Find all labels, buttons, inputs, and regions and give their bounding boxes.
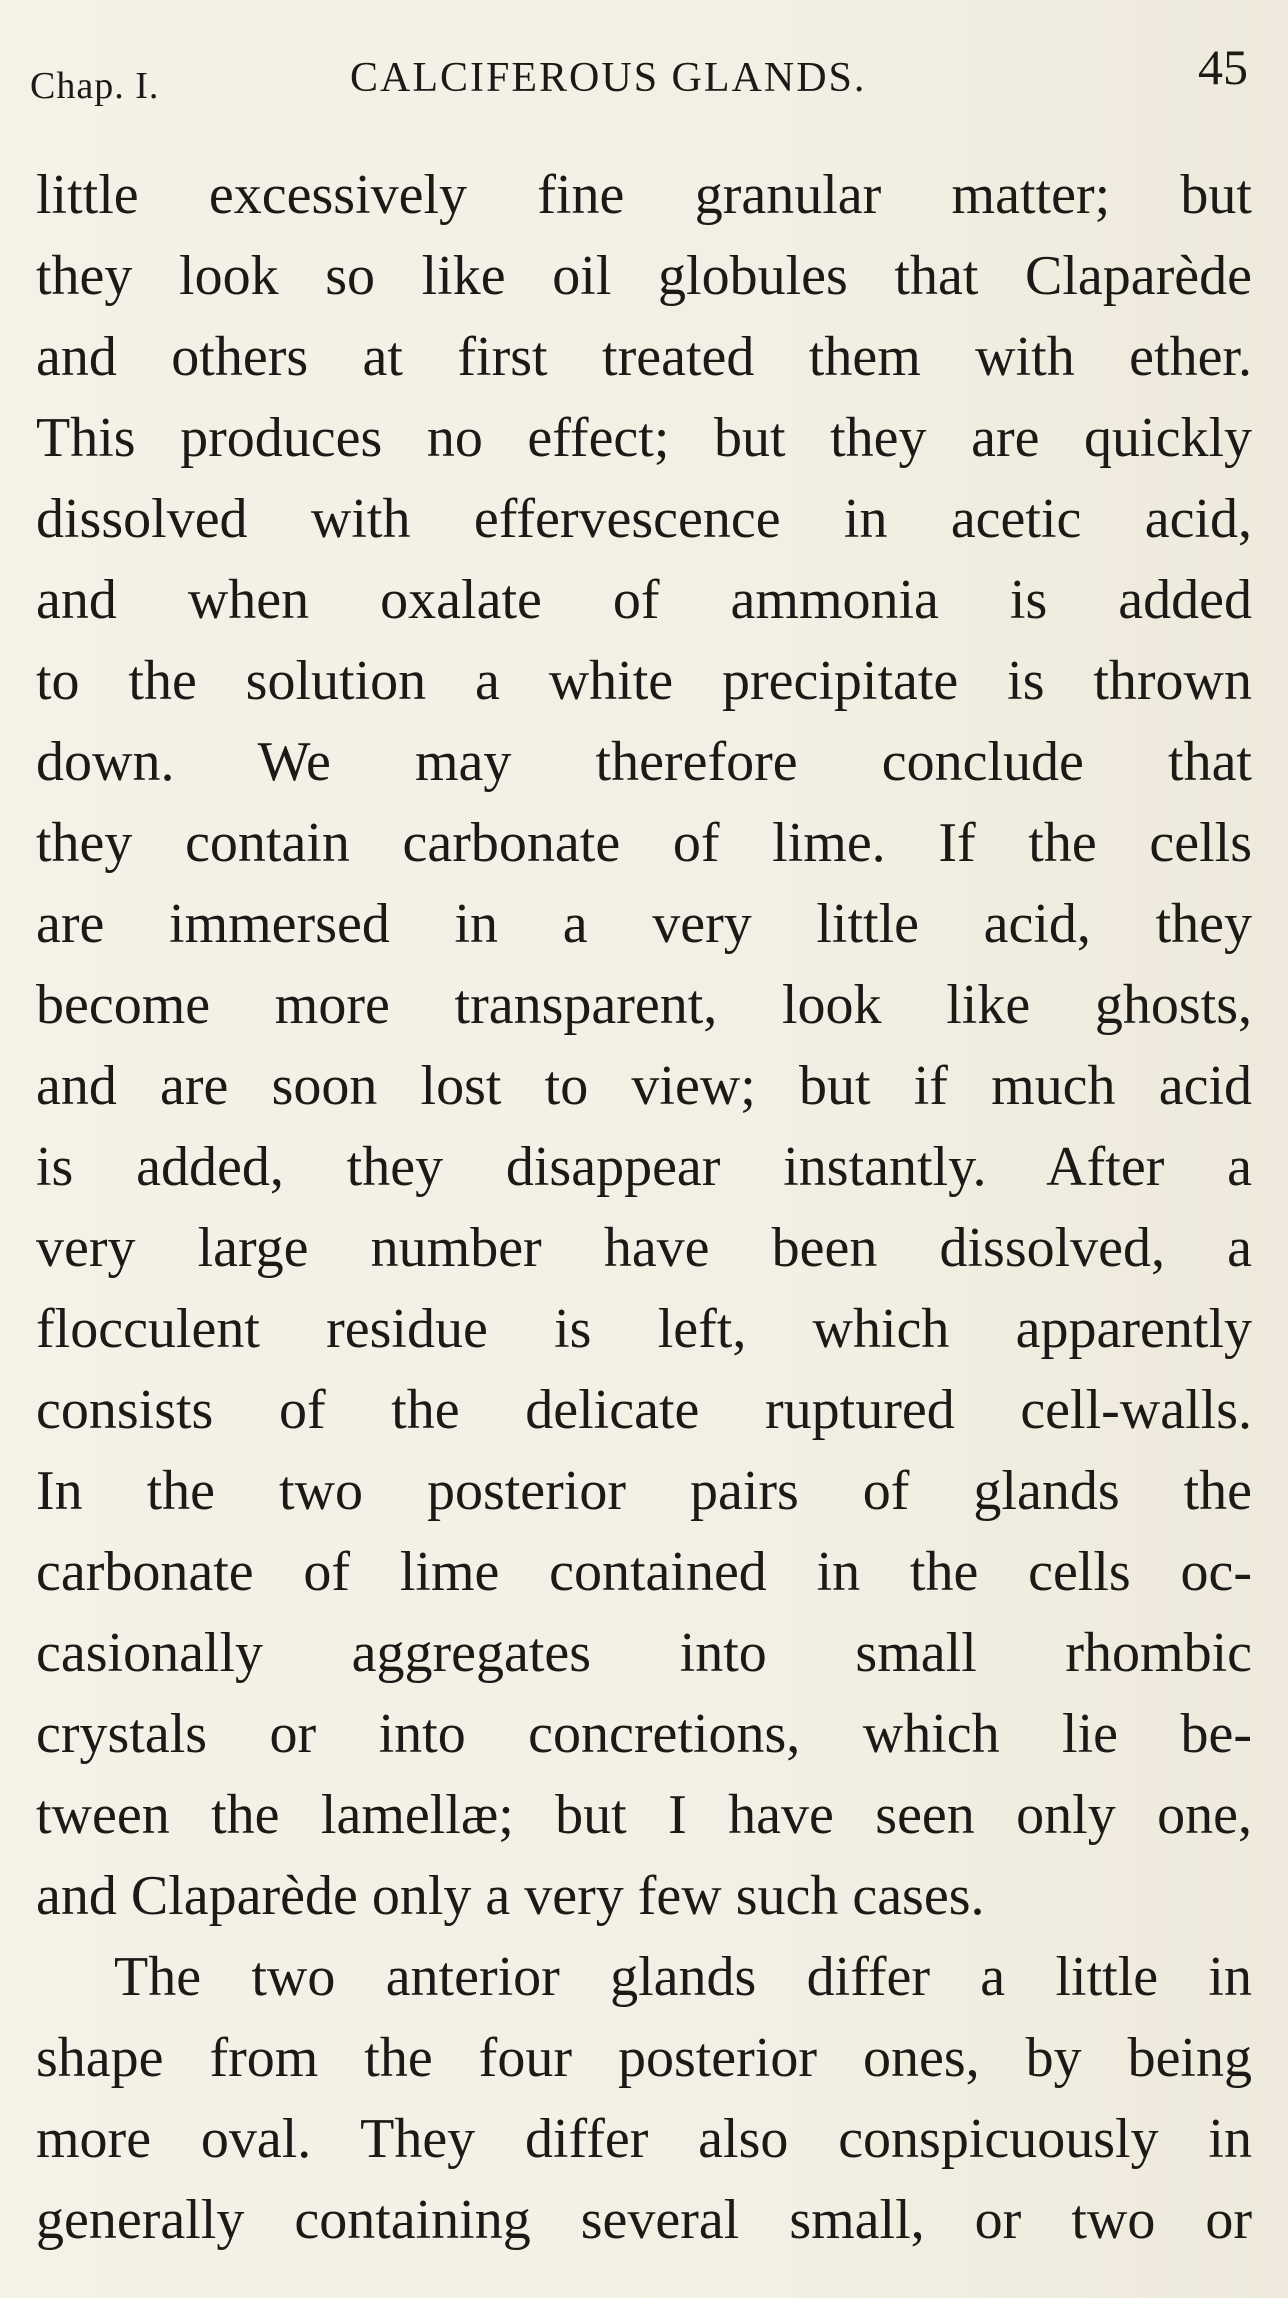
paragraph bbox=[36, 155, 1252, 1937]
text-line: This produces no effect; but they are quickly bbox=[36, 407, 1252, 469]
text-line: shape from the four posterior ones, by being bbox=[36, 2027, 1252, 2089]
text-line: and others at first treated them with ether. bbox=[36, 326, 1252, 388]
text-line: carbonate of lime contained in the cells oc- bbox=[36, 1541, 1252, 1603]
running-head bbox=[30, 36, 1248, 106]
text-line: little excessively fine granular matter; but bbox=[36, 164, 1252, 226]
text-line: flocculent residue is left, which apparently bbox=[36, 1298, 1252, 1360]
text-line: they look so like oil globules that Claparède bbox=[36, 245, 1252, 307]
text-line: to the solution a white precipitate is thrown bbox=[36, 650, 1252, 712]
text-line: In the two posterior pairs of glands the bbox=[36, 1460, 1252, 1522]
text-line: become more transparent, look like ghosts, bbox=[36, 974, 1252, 1036]
text-line: and when oxalate of ammonia is added bbox=[36, 569, 1252, 631]
text-line: more oval. They differ also conspicuously in bbox=[36, 2108, 1252, 2170]
text-line: is added, they disappear instantly. After a bbox=[36, 1136, 1252, 1198]
text-line: are immersed in a very little acid, they bbox=[36, 893, 1252, 955]
text-line: down. We may therefore conclude that bbox=[36, 731, 1252, 793]
paragraph bbox=[36, 1937, 1252, 2261]
text-line: they contain carbonate of lime. If the cells bbox=[36, 812, 1252, 874]
text-line: consists of the delicate ruptured cell-walls. bbox=[36, 1379, 1252, 1441]
text-line: and are soon lost to view; but if much acid bbox=[36, 1055, 1252, 1117]
text-line: The two anterior glands differ a little in bbox=[114, 1946, 1252, 2008]
text-line: casionally aggregates into small rhombic bbox=[36, 1622, 1252, 1684]
text-line: dissolved with effervescence in acetic acid, bbox=[36, 488, 1252, 550]
text-line: tween the lamellæ; but I have seen only one, bbox=[36, 1784, 1252, 1846]
text-line: generally containing several small, or two or bbox=[36, 2189, 1252, 2251]
text-line: and Claparède only a very few such cases. bbox=[36, 1865, 985, 1927]
page-number: 45 bbox=[1198, 39, 1248, 95]
body-text bbox=[36, 155, 1252, 2261]
text-line: very large number have been dissolved, a bbox=[36, 1217, 1252, 1279]
running-title: CALCIFEROUS GLANDS. bbox=[350, 55, 867, 101]
text-line: crystals or into concretions, which lie be- bbox=[36, 1703, 1252, 1765]
chapter-label: Chap. I. bbox=[30, 65, 160, 107]
